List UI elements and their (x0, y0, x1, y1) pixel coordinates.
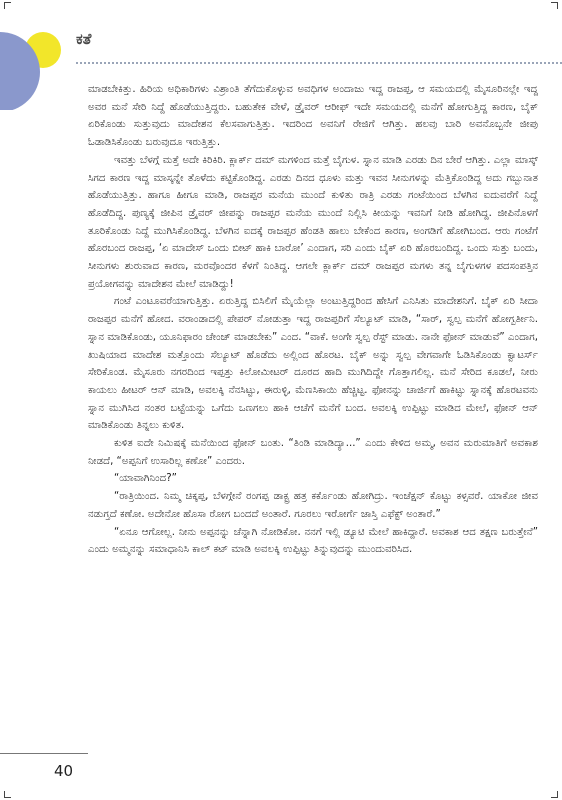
article-body (88, 81, 538, 559)
crop-mark-top-right (551, 2, 558, 9)
page-number: 40 (54, 762, 74, 780)
section-title: ಕತೆ (76, 30, 92, 48)
paragraph: ಇವತ್ತು ಬೆಳಗ್ಗೆ ಮತ್ತೆ ಅದೇ ಕಿರಿಕಿರಿ. ಕ್ಲಾರ್ಕ್ ದಮ್ ಮಗಳಿಂದ ಮತ್ತೆ ಬೈಗುಳ. ಸ್ನಾನ ಮಾಡಿ ಎರಡು ದಿನ ಬೇರೆ ಆಗಿತ್ತು. ಎಲ್ಲಾ ಮಾಸ್ಕ್ ಸಿಗದ ಕಾರಣ ಇದ್ದ ಮಾಸ್ಕನ್ನೇ ತೊಳೆದು ಕಟ್ಟಿಕೊಂಡಿದ್ದ. ಎರಡು ದಿನದ ಧೂಳು ಮತ್ತು ಇವನ ಸೀನುಗಳನ್ನು ಮೆತ್ತಿಕೊಂಡಿದ್ದ ಅದು ಗಬ್ಬುನಾತ ಹೊಡೆಯುತ್ತಿತ್ತು. ಹಾಗೂ ಹೀಗೂ ಮಾಡಿ, ರಾಜಪ್ಪರ ಮನೆಯ ಮುಂದೆ ಕುಳಿತು ರಾತ್ರಿ ಎರಡು ಗಂಟೆಯಿಂದ ಬೆಳಗಿನ ಐದುವರೆಗೆ ನಿದ್ದೆ ಹೊಡೆದಿದ್ದ. ಪುಣ್ಯಕ್ಕೆ ಜೀಪಿನ ಡ್ರೈವರ್ ಜೀಪನ್ನು ರಾಜಪ್ಪರ ಮನೆಯ ಮುಂದೆ ನಿಲ್ಲಿಸಿ ಕೀಯನ್ನು ಇವನಿಗೆ ನೀಡಿ ಹೋಗಿದ್ದ. ಜೀಪಿನೊಳಗೆ ತೂರಿಕೊಂಡು ನಿದ್ದೆ ಮುಗಿಸಿಕೊಂಡಿದ್ದ. ಬೆಳಗಿನ ಐದಕ್ಕೆ ರಾಜಪ್ಪರ ಹೆಂಡತಿ ಹಾಲು ಬೇಕೆಂದ ಕಾರಣ, ಅಂಗಡಿಗೆ ಹೋಗಿಬಂದ. ಆರು ಗಂಟೆಗೆ ಹೊರಬಂದ ರಾಜಪ್ಪ, ‘ಏ ಮಾದೇಸ್ ಒಂದು ಬೀಟ್ ಹಾಕಿ ಬಾರೋ’ ಎಂದಾಗ, ಸರಿ ಎಂದು ಬೈಕ್ ಏರಿ ಹೊರಬಂದಿದ್ದ. ಒಂದು ಸುತ್ತು ಬಂದು, ಸೀನುಗಳು ಶುರುವಾದ ಕಾರಣ, ಮರವೊಂದರ ಕೆಳಗೆ ನಿಂತಿದ್ದ. ಆಗಲೇ ಕ್ಲಾರ್ಕ್ ದಮ್ ರಾಜಪ್ಪರ ಮಗಳು ತನ್ನ ಬೈಗುಳಗಳ ಪದಸಂಪತ್ತಿನ ಪ್ರಯೋಗವನ್ನು ಮಾದೇಶನ ಮೇಲೆ ಮಾಡಿದ್ದು! (88, 154, 538, 290)
footer-divider (0, 753, 88, 754)
header-dotted-divider (76, 62, 562, 64)
paragraph: “ಯಾವಾಗಿನಿಂದ?” (114, 473, 177, 485)
paragraph: ಕುಳಿತ ಐದೇ ನಿಮಿಷಕ್ಕೆ ಮನೆಯಿಂದ ಫೋನ್ ಬಂತು. “ತಿಂಡಿ ಮಾಡಿದ್ಯಾ...” ಎಂದು ಕೇಳಿದ ಅಮ್ಮ, ಅವನ ಮರುಮಾತಿಗೆ ಅವಕಾಶ ನೀಡದೆ, “ಅಪ್ಪನಿಗೆ ಉಸಾರಿಲ್ಲ ಕಣೋ” ಎಂದರು. (88, 438, 538, 467)
crop-mark-bottom-right (551, 791, 558, 798)
paragraph: “ರಾತ್ರಿಯಿಂದ. ನಿಮ್ಮ ಚಿಕ್ಕಪ್ಪ, ಬೆಳಗ್ಗೇನೆ ರಂಗಪ್ಪ ಡಾಕ್ಟ್ರ ಹತ್ರ ಕರ್ಕೊಂಡು ಹೋಗಿದ್ರು. ಇಂಜೆಕ್ಷನ್ ಕೊಟ್ಟು ಕಳ್ಸವರೆ. ಯಾಕೋ ಜೀವ ನಡುಗ್ತದೆ ಕಣೋ. ಅದೇನೋ ಹೊಸಾ ರೋಗ ಬಂದದೆ ಅಂತಾರೆ. ಗೂರಲು ಇರೋರ್ಗೆ ಜಾಸ್ತಿ ಎಫೆಕ್ಟ್ ಅಂತಾರೆ.” (88, 491, 538, 520)
paragraph: ಗಂಟೆ ಎಂಟೂವರೆಯಾಗುತ್ತಿತ್ತು. ಏರುತ್ತಿದ್ದ ಬಿಸಿಲಿಗೆ ಮೈಯೆಲ್ಲಾ ಅಂಟುತ್ತಿದ್ದರಿಂದ ಹೇಸಿಗೆ ಎನಿಸಿತು ಮಾದೇಶನಿಗೆ. ಬೈಕ್ ಏರಿ ಸೀದಾ ರಾಜಪ್ಪರ ಮನೆಗೆ ಹೋದ. ವರಾಂಡಾದಲ್ಲಿ ಪೇಪರ್ ನೋಡುತ್ತಾ ಇದ್ದ ರಾಜಪ್ಪರಿಗೆ ಸೆಲ್ಯೂಟ್ ಮಾಡಿ, “ಸಾರ್, ಸ್ವಲ್ಪ ಮನೆಗೆ ಹೋಗ್ಬರ್ತೀನಿ. ಸ್ನಾನ ಮಾಡಿಕೊಂಡು, ಯೂನಿಫಾರಂ ಚೇಂಜ್ ಮಾಡಬೇಕು” ಎಂದ. “ವಾಕೆ. ಅಂಗೇ ಸ್ವಲ್ಪ ರೆಸ್ಟ್ ಮಾಡು. ನಾನೇ ಫೋನ್ ಮಾಡುವೆ” ಎಂದಾಗ, ಖುಷಿಯಾದ ಮಾದೇಶ ಮತ್ತೊಂದು ಸೆಲ್ಯೂಟ್ ಹೊಡೆದು ಅಲ್ಲಿಂದ ಹೊರಟ. ಬೈಕ್ ಅನ್ನು ಸ್ವಲ್ಪ ವೇಗವಾಗೇ ಓಡಿಸಿಕೊಂಡು ಕ್ವಾಟರ್ಸ್ ಸೇರಿಕೊಂಡ. ಮೈಸೂರು ನಗರದಿಂದ ಇಪ್ಪತ್ತು ಕಿಲೋಮೀಟರ್ ದೂರದ ಹಾದಿ ಮುಗಿದಿದ್ದೇ ಗೊತ್ತಾಗಲಿಲ್ಲ. ಮನೆ ಸೇರಿದ ಕೂಡಲೆ, ನೀರು ಕಾಯಲು ಹೀಟರ್ ಆನ್ ಮಾಡಿ, ಅವಲಕ್ಕಿ ನೆನಸಿಟ್ಟು, ಈರುಳ್ಳಿ, ಮೆಣಸಿಕಾಯಿ ಹೆಚ್ಚಿಟ್ಟ. ಫೋನನ್ನು ಚಾರ್ಜಿಗೆ ಹಾಕಿಟ್ಟು ಸ್ನಾನಕ್ಕೆ ಹೊರಟವನು ಸ್ನಾನ ಮುಗಿಸಿದ ನಂತರ ಬಟ್ಟೆಯನ್ನು ಒಗೆದು ಒಣಗಲು ಹಾಕಿ ಆಚೆಗೆ ಮನೆಗೆ ಬಂದ. ಅವಲಕ್ಕಿ ಉಪ್ಪಿಟ್ಟು ಮಾಡಿದ ಮೇಲೆ, ಫೋನ್ ಆನ್ ಮಾಡಿಕೊಂಡು ತಿನ್ನಲು ಕುಳಿತ. (88, 296, 538, 432)
crop-mark-bottom-left (4, 791, 11, 798)
header-decoration (0, 0, 80, 110)
paragraph: “ಏನೂ ಆಗೋಲ್ಲ. ನೀನು ಅಪ್ಪನನ್ನು ಚೆನ್ನಾಗಿ ನೋಡಿಕೋ. ನನಗೆ ಇಲ್ಲಿ ಡ್ಯೂಟಿ ಮೇಲೆ ಹಾಕಿದ್ದಾರೆ. ಅವಕಾಶ ಆದ ತಕ್ಷಣ ಬರುತ್ತೇನೆ” ಎಂದು ಅಮ್ಮನನ್ನು ಸಮಾಧಾನಿಸಿ ಕಾಲ್ ಕಟ್ ಮಾಡಿ ಅವಲಕ್ಕಿ ಉಪ್ಪಿಟ್ಟು ತಿನ್ನುವುದನ್ನು ಮುಂದುವರಿಸಿದ. (88, 526, 538, 556)
paragraph: ಮಾಡಬೇಕಿತ್ತು. ಹಿರಿಯ ಅಧಿಕಾರಿಗಳು ವಿಶ್ರಾಂತಿ ತೆಗೆದುಕೊಳ್ಳುವ ಅವಧಿಗಳ ಅಂದಾಜು ಇದ್ದ ರಾಜಪ್ಪ, ಆ ಸಮಯದಲ್ಲಿ ಮೈಸೂರಿನಲ್ಲೇ ಇದ್ದ ಅವರ ಮನೆ ಸೇರಿ ನಿದ್ದೆ ಹೊಡೆಯುತ್ತಿದ್ದರು. ಬಹುತೇಕ ವೇಳೆ, ಡ್ರೈವರ್ ಆರೀಫ್ ಇದೇ ಸಮಯದಲ್ಲಿ ಮನೆಗೆ ಹೋಗುತ್ತಿದ್ದ ಕಾರಣ, ಬೈಕ್ ಏರಿಕೊಂಡು ಸುತ್ತುವುದು ಮಾದೇಶನ ಕೆಲಸವಾಗುತ್ತಿತ್ತು. ಇದರಿಂದ ಅವನಿಗೆ ರೇಜಿಗೆ ಆಗಿತ್ತು. ಹಲವು ಬಾರಿ ಅವನೊಬ್ಬನೇ ಜೀಪು ಓಡಾಡಿಸಿಕೊಂಡು ಬರುವುದೂ ಇರುತ್ತಿತ್ತು. (88, 84, 538, 149)
